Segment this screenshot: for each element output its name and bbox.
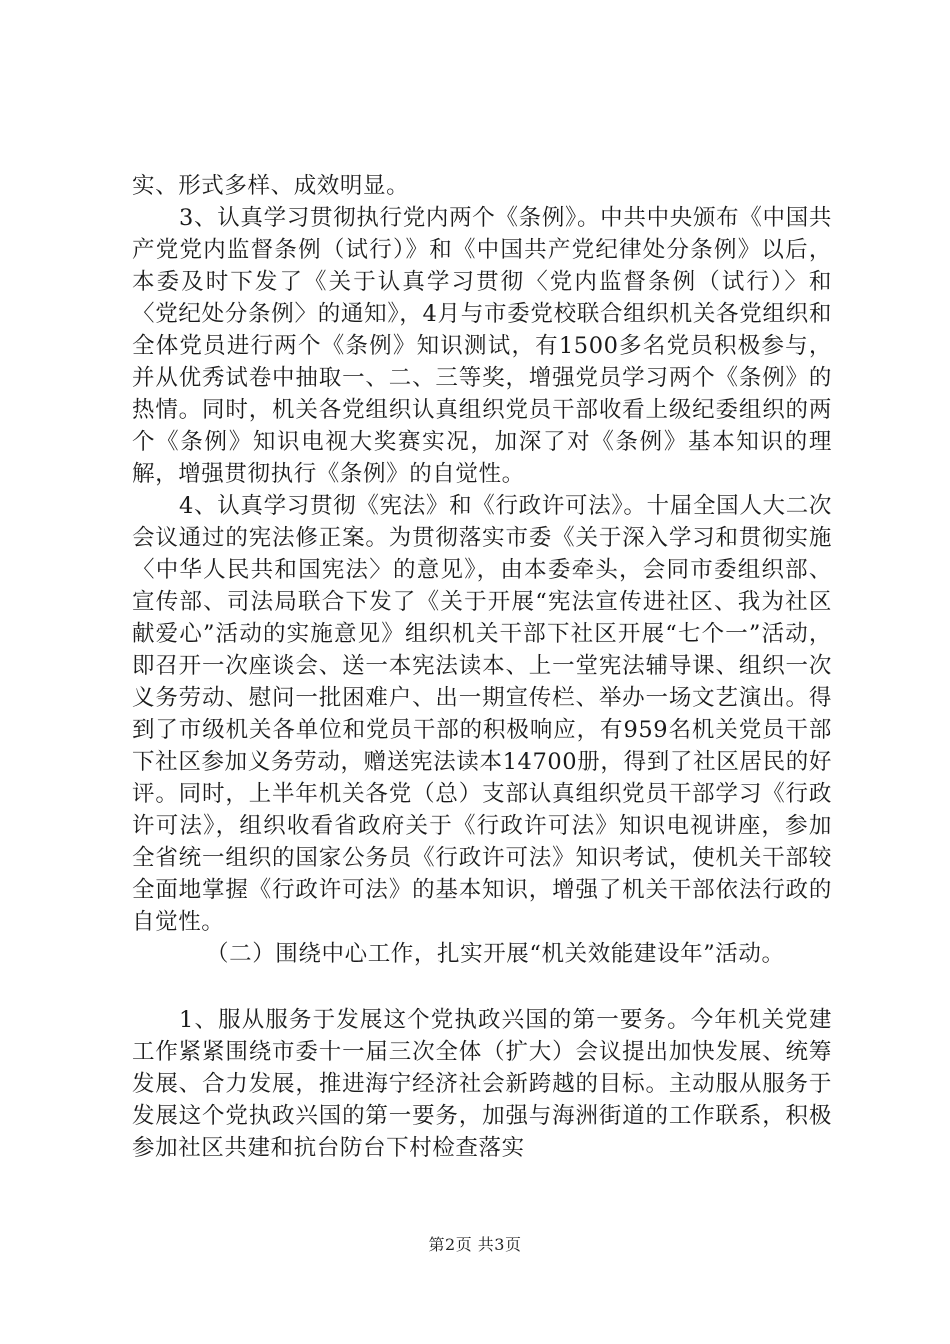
paragraph-gap xyxy=(132,970,832,1004)
section-heading: （二）围绕中心工作，扎实开展“机关效能建设年”活动。 xyxy=(206,941,785,967)
paragraph-item-4: 4、认真学习贯彻《宪法》和《行政许可法》。十届全国人大二次会议通过的宪法修正案。为贯彻落实市委《关于深入学习和贯彻实施〈中华人民共和国宪法〉的意见》，由本委牵头，会同市委组织部、宣传部、司法局联合下发了《关于开展“宪法宣传进社区、我为社区献爱心”活动的实施意见》组织机关干部下社区开展“七个一”活动，即召开一次座谈会、送一本宪法读本、上一堂宪法辅导课、组织一次义务劳动、慰问一批困难户、出一期宣传栏、举办一场文艺演出。得到了市级机关各单位和党员干部的积极响应，有959名机关党员干部下社区参加义务劳动，赠送宪法读本14700册，得到了社区居民的好评。同时，上半年机关各党（总）支部认真组织党员干部学习《行政许可法》，组织收看省政府关于《行政许可法》知识电视讲座，参加全省统一组织的国家公务员《行政许可法》知识考试，使机关干部较全面地掌握《行政许可法》的基本知识，增强了机关干部依法行政的自觉性。 xyxy=(132,493,832,935)
document-body xyxy=(132,170,832,1164)
paragraph-item-1: 1、服从服务于发展这个党执政兴国的第一要务。今年机关党建工作紧紧围绕市委十一届三次全体（扩大）会议提出加快发展、统筹发展、合力发展，推进海宁经济社会新跨越的目标。主动服从服务于发展这个党执政兴国的第一要务，加强与海洲街道的工作联系，积极参加社区共建和抗台防台下村检查落实 xyxy=(132,1007,832,1161)
paragraph-continuation: 实、形式多样、成效明显。 xyxy=(132,173,410,199)
page-footer: 第2页 共3页 xyxy=(428,1235,522,1254)
paragraph-item-3: 3、认真学习贯彻执行党内两个《条例》。中共中央颁布《中国共产党党内监督条例（试行）》和《中国共产党纪律处分条例》以后，本委及时下发了《关于认真学习贯彻〈党内监督条例（试行）〉和〈党纪处分条例〉的通知》，4月与市委党校联合组织机关各党组织和全体党员进行两个《条例》知识测试，有1500多名党员积极参与，并从优秀试卷中抽取一、二、三等奖，增强党员学习两个《条例》的热情。同时，机关各党组织认真组织党员干部收看上级纪委组织的两个《条例》知识电视大奖赛实况，加深了对《条例》基本知识的理解，增强贯彻执行《条例》的自觉性。 xyxy=(132,205,832,487)
